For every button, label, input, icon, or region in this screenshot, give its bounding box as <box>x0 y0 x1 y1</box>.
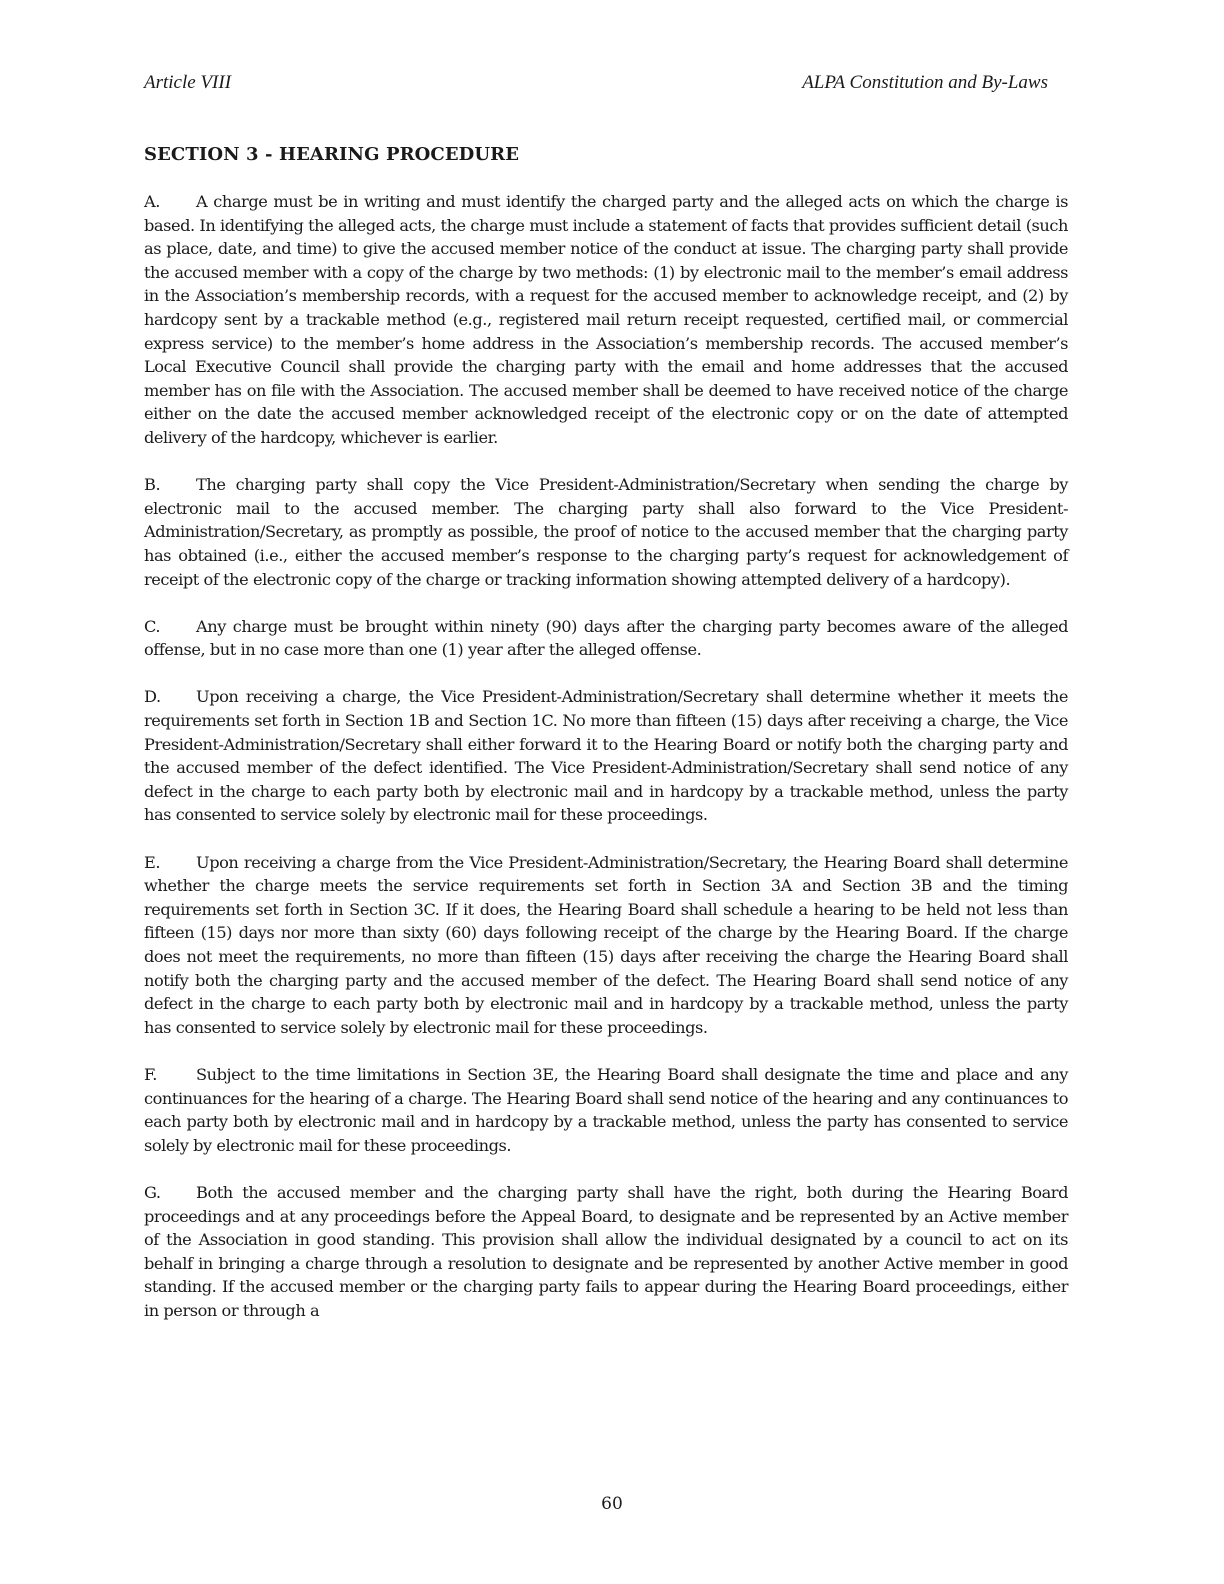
paragraph-a-text: A charge must be in writing and must identify the charged party and the alleged acts on which the charge is based. In identifying the alleged acts, the charge must include a statement of facts that provides sufficient detail (such as place, date, and time) to give the accused member notice of the conduct at issue. The charging party shall provide the accused member with a copy of the charge by two methods: (1) by electronic mail to the member’s email address in the Association’s membership records, with a request for the accused member to acknowledge receipt, and (2) by hardcopy sent by a trackable method (e.g., registered mail return receipt requested, certified mail, or commercial express service) to the member’s home address in the Association’s membership records. The accused member’s Local Executive Council shall provide the charging party with the email and home addresses that the accused member has on file with the Association. The accused member shall be deemed to have received notice of the charge either on the date the accused member acknowledged receipt of the electronic copy or on the date of attempted delivery of the hardcopy, whichever is earlier. <box>144 192 1068 447</box>
running-header <box>144 72 1048 94</box>
header-document-title: ALPA Constitution and By-Laws <box>802 72 1048 93</box>
paragraph-f-letter: F. <box>144 1064 157 1084</box>
header-article: Article VIII <box>144 72 232 93</box>
document-body <box>144 190 1068 1346</box>
paragraph-a-letter: A. <box>144 192 160 211</box>
paragraph-e-text: Upon receiving a charge from the Vice President-Administration/Secretary, the Hearing Board shall determine whether the charge meets the service requirements set forth in Section 3A and Section 3B and the timing requirements set forth in Section 3C. If it does, the Hearing Board shall schedule a hearing to be held not less than fifteen (15) days nor more than sixty (60) days following receipt of the charge by the Hearing Board. If the charge does not meet the requirements, no more than fifteen (15) days after receiving the charge the Hearing Board shall notify both the charging party and the accused member of the defect. The Hearing Board shall send notice of any defect in the charge to each party both by electronic mail and in hardcopy by a trackable method, unless the party has consented to service solely by electronic mail for these proceedings. <box>144 852 1068 1037</box>
paragraph-c-letter: C. <box>144 616 161 636</box>
paragraph-b <box>144 473 1068 591</box>
paragraph-d-letter: D. <box>144 687 161 707</box>
page-number: 60 <box>601 1494 623 1514</box>
paragraph-b-letter: B. <box>144 475 161 495</box>
paragraph-c <box>144 615 1068 662</box>
paragraph-g-letter: G. <box>144 1182 161 1202</box>
paragraph-e <box>144 851 1068 1040</box>
paragraph-f-text: Subject to the time limitations in Section 3E, the Hearing Board shall designate the time and place and any continuances for the hearing of a charge. The Hearing Board shall send notice of the hearing and any continuances to each party both by electronic mail and in hardcopy by a trackable method, unless the party has consented to service solely by electronic mail for these proceedings. <box>144 1064 1068 1155</box>
paragraph-g-text: Both the accused member and the charging party shall have the right, both during the Hearing Board proceedings and at any proceedings before the Appeal Board, to designate and be represented by an Active member of the Association in good standing. This provision shall allow the individual designated by a council to act on its behalf in bringing a charge through a resolution to designate and be represented by another Active member in good standing. If the accused member or the charging party fails to appear during the Hearing Board proceedings, either in person or through a <box>144 1182 1068 1320</box>
paragraph-a <box>144 190 1068 450</box>
paragraph-d <box>144 685 1068 827</box>
paragraph-e-letter: E. <box>144 852 161 872</box>
section-title: SECTION 3 - HEARING PROCEDURE <box>144 144 520 165</box>
paragraph-b-text: The charging party shall copy the Vice President-Administration/Secretary when sending the charge by electronic mail to the accused member. The charging party shall also forward to the Vice President-Administration/Secretary, as promptly as possible, the proof of notice to the accused member that the charging party has obtained (i.e., either the accused member’s response to the charging party’s request for acknowledgement of receipt of the electronic copy of the charge or tracking information showing attempted delivery of a hardcopy). <box>144 475 1068 589</box>
paragraph-g <box>144 1181 1068 1323</box>
paragraph-f <box>144 1063 1068 1157</box>
paragraph-d-text: Upon receiving a charge, the Vice President-Administration/Secretary shall determine whether it meets the requirements set forth in Section 1B and Section 1C. No more than fifteen (15) days after receiving a charge, the Vice President-Administration/Secretary shall either forward it to the Hearing Board or notify both the charging party and the accused member of the defect identified. The Vice President-Administration/Secretary shall send notice of any defect in the charge to each party both by electronic mail and in hardcopy by a trackable method, unless the party has consented to service solely by electronic mail for these proceedings. <box>144 687 1068 825</box>
paragraph-c-text: Any charge must be brought within ninety (90) days after the charging party becomes aware of the alleged offense, but in no case more than one (1) year after the alleged offense. <box>144 616 1068 660</box>
